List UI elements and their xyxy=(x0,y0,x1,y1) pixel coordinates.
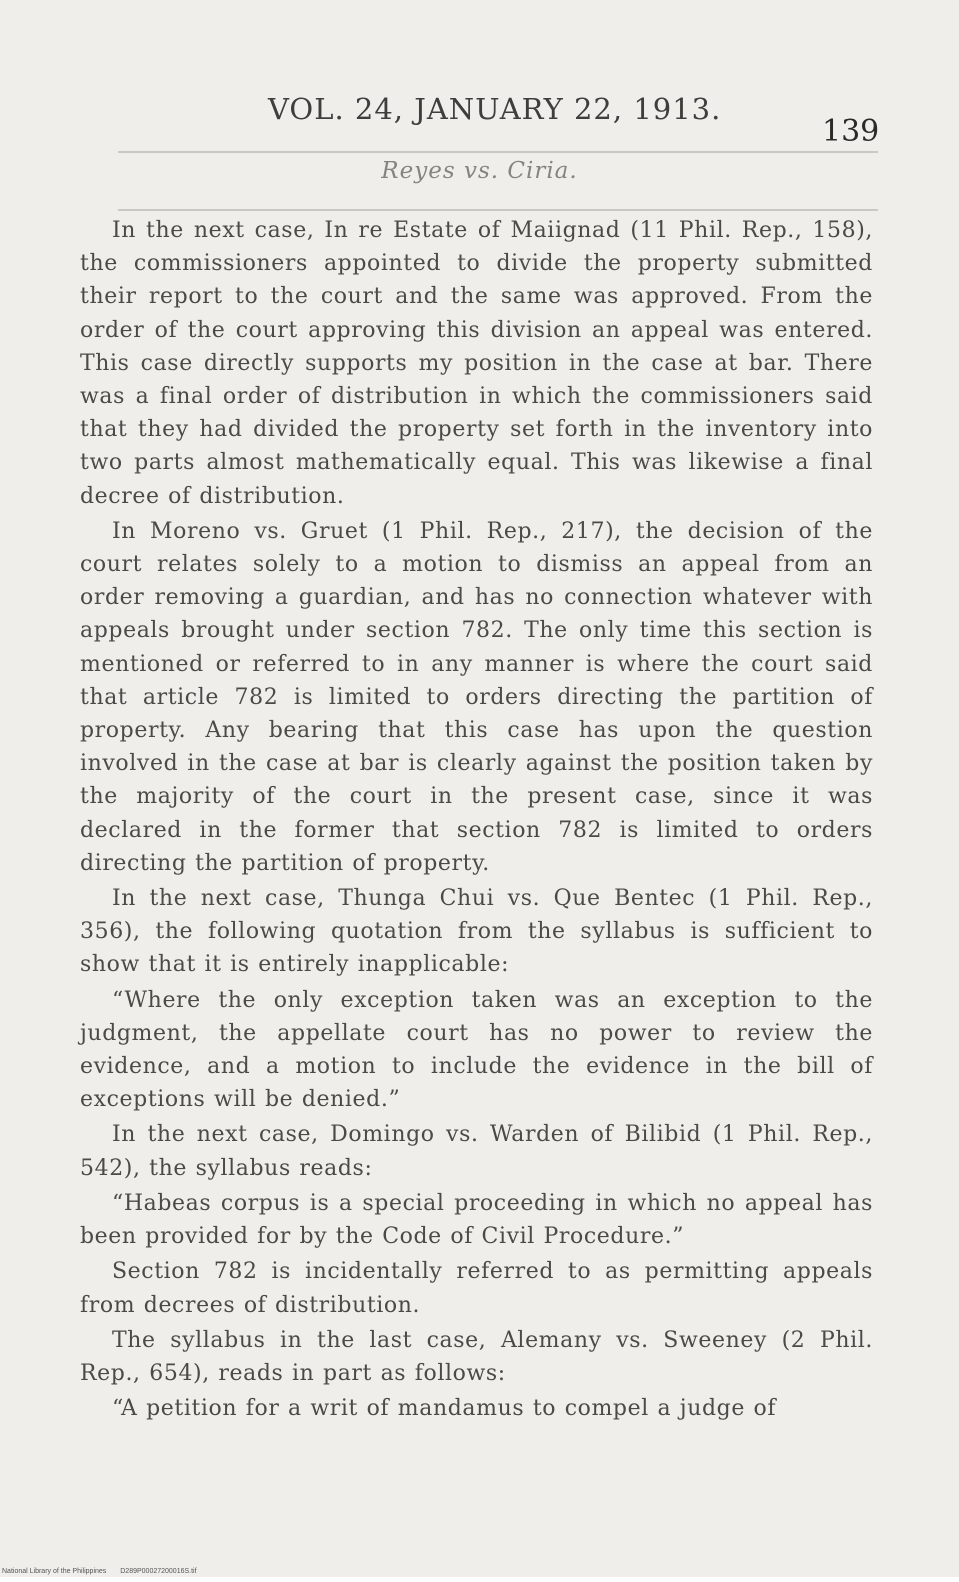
header-rule-bottom xyxy=(118,209,878,211)
paragraph-alemany: The syllabus in the last case, Alemany vs. Sweeney (2 Phil. Rep., 654), reads in part as follows: xyxy=(80,1327,873,1386)
paragraph-thunga-chui: In the next case, Thunga Chui vs. Que Bentec (1 Phil. Rep., 356), the following quotation from the syllabus is sufficient to show that it is entirely inapplicable: xyxy=(80,886,873,978)
header-rule-top xyxy=(118,151,878,153)
quote-thunga-chui: “Where the only exception taken was an exception to the judgment, the appellate court has no power to review the evidence, and a motion to include the evidence in the bill of exceptions will be denied.” xyxy=(80,987,873,1113)
paragraph-section-782: Section 782 is incidentally referred to as permitting appeals from decrees of distribution. xyxy=(80,1259,873,1318)
body-text xyxy=(80,214,873,1425)
paragraph-domingo: In the next case, Domingo vs. Warden of Bilibid (1 Phil. Rep., 542), the syllabus reads: xyxy=(80,1122,873,1181)
running-head: VOL. 24, JANUARY 22, 1913. xyxy=(268,92,722,126)
library-label: National Library of the Philippines xyxy=(2,1568,107,1575)
paragraph-maiignad: In the next case, In re Estate of Maiignad (11 Phil. Rep., 158), the commissioners appointed to divide the property submitted their report to the court and the same was approved. From the order of the court approving this division an appeal was entered. This case directly supports my position in the case at bar. There was a final order of distribution in which the commissioners said that they had divided the property set forth in the inventory into two parts almost mathematically equal. This was likewise a final decree of distribution. xyxy=(80,218,873,509)
quote-mandamus: “A petition for a writ of mandamus to compel a judge of xyxy=(112,1396,777,1422)
file-identifier: D289P00027200016S.tif xyxy=(120,1568,197,1575)
bottom-margin xyxy=(0,1577,959,1582)
case-title: Reyes vs. Ciria. xyxy=(381,158,578,184)
paragraph-moreno-gruet: In Moreno vs. Gruet (1 Phil. Rep., 217), the decision of the court relates solely to a motion to dismiss an appeal from an order removing a guardian, and has no connection whatever with appeals brought under section 782. The only time this section is mentioned or referred to in any manner is where the court said that article 782 is limited to orders directing the partition of property. Any bearing that this case has upon the question involved in the case at bar is clearly against the position taken by the majority of the court in the present case, since it was declared in the former that section 782 is limited to orders directing the partition of property. xyxy=(80,518,873,876)
quote-habeas-corpus: “Habeas corpus is a special proceeding in which no appeal has been provided for by the Code of Civil Procedure.” xyxy=(80,1190,873,1250)
scan-footer xyxy=(2,1568,197,1575)
page-number: 139 xyxy=(822,114,880,149)
